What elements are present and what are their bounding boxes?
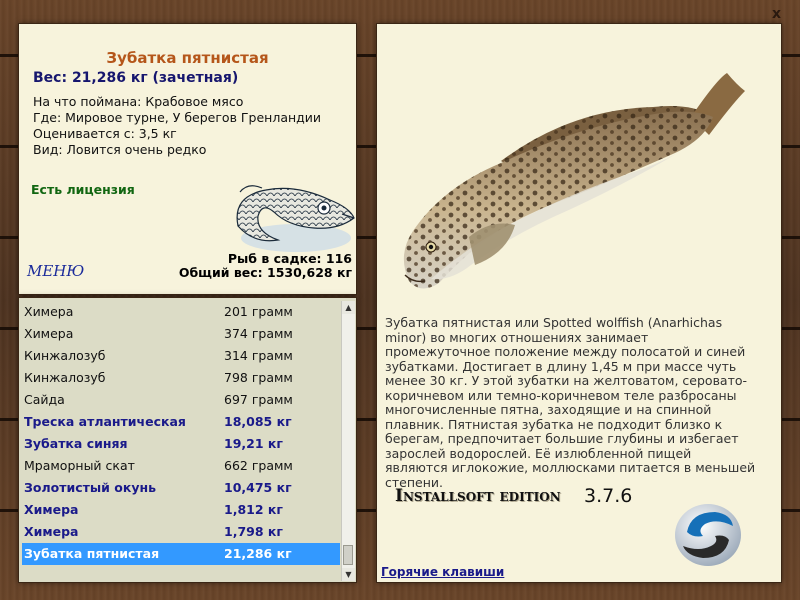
list-item[interactable] [22, 543, 340, 565]
version-label: 3.7.6 [584, 485, 633, 507]
list-item[interactable] [22, 389, 340, 411]
list-item[interactable] [22, 323, 340, 345]
item-name: Зубатка пятнистая [24, 546, 160, 561]
item-weight: 314 грамм [224, 348, 293, 363]
item-name: Кинжалозуб [24, 370, 106, 385]
item-weight: 21,286 кг [224, 546, 292, 561]
detail-min-weight: Оценивается с: 3,5 кг [33, 126, 177, 141]
item-weight: 662 грамм [224, 458, 293, 473]
item-name: Химера [24, 524, 79, 539]
item-weight: 18,085 кг [224, 414, 292, 429]
list-item[interactable] [22, 477, 340, 499]
item-weight: 697 грамм [224, 392, 293, 407]
fish-in-cage: Рыб в садке: 116 [227, 251, 352, 266]
scroll-thumb[interactable] [343, 545, 353, 565]
fish-photo [391, 69, 767, 299]
list-item[interactable] [22, 455, 340, 477]
item-name: Химера [24, 304, 74, 319]
item-name: Мраморный скат [24, 458, 135, 473]
item-weight: 374 грамм [224, 326, 293, 341]
catch-list-panel [19, 298, 356, 582]
total-weight: Общий вес: 1530,628 кг [178, 265, 352, 280]
fish-details [33, 94, 321, 158]
item-name: Зубатка синяя [24, 436, 128, 451]
item-weight: 1,812 кг [224, 502, 283, 517]
list-item[interactable] [22, 521, 340, 543]
item-weight: 201 грамм [224, 304, 293, 319]
list-scrollbar[interactable] [341, 301, 355, 581]
fish-title: Зубатка пятнистая [106, 49, 269, 67]
item-weight: 19,21 кг [224, 436, 283, 451]
list-item[interactable] [22, 367, 340, 389]
fish-description: Зубатка пятнистая или Spotted wolffish (Anarhichas minor) во многих отношениях занимает промежуточное положение между полосатой и синей зубатками. Достигает в длину 1,45 м при массе чуть менее 30 кг. У этой зубатки на желтоватом, серовато-коричневом или темно-коричневом теле разбросаны многочисленные пятна, заходящие и на спинной плавник. Пятнистая зубатка не подходит близко к берегам, предпочитает большие глубины и избегает зарослей водорослей. Её излюбленной пищей являются иглокожие, моллюсками питается в меньшей степени. [385, 315, 756, 490]
scroll-up-icon[interactable]: ▲ [342, 301, 355, 314]
menu-link[interactable]: МЕНЮ [27, 262, 85, 280]
detail-bait: На что поймана: Крабовое мясо [33, 94, 244, 109]
detail-rarity: Вид: Ловится очень редко [33, 142, 207, 157]
hotkeys-link[interactable]: Горячие клавиши [381, 565, 505, 579]
item-name: Химера [24, 326, 74, 341]
item-weight: 10,475 кг [224, 480, 292, 495]
license-status: Есть лицензия [31, 182, 135, 197]
item-name: Химера [24, 502, 79, 517]
item-weight: 798 грамм [224, 370, 293, 385]
item-name: Кинжалозуб [24, 348, 106, 363]
item-name: Сайда [24, 392, 65, 407]
list-item[interactable] [22, 345, 340, 367]
detail-location: Где: Мировое турне, У берегов Гренландии [33, 110, 322, 125]
list-item[interactable] [22, 499, 340, 521]
list-item[interactable] [22, 301, 340, 323]
close-icon[interactable]: x [772, 6, 782, 22]
fish-weight: Вес: 21,286 кг (зачетная) [33, 70, 239, 86]
item-name: Золотистый окунь [24, 480, 157, 495]
catch-stats [179, 252, 352, 280]
scroll-down-icon[interactable]: ▼ [342, 568, 355, 581]
fish-info-panel [19, 24, 356, 294]
item-weight: 1,798 кг [224, 524, 283, 539]
edition-label: Installsoft edition [395, 486, 561, 506]
installsoft-logo-icon [673, 502, 743, 568]
catch-list [22, 301, 340, 565]
item-name: Треска атлантическая [24, 414, 186, 429]
fish-emblem-image [218, 178, 356, 256]
list-item[interactable] [22, 433, 340, 455]
list-item[interactable] [22, 411, 340, 433]
fish-description-panel [377, 24, 781, 582]
